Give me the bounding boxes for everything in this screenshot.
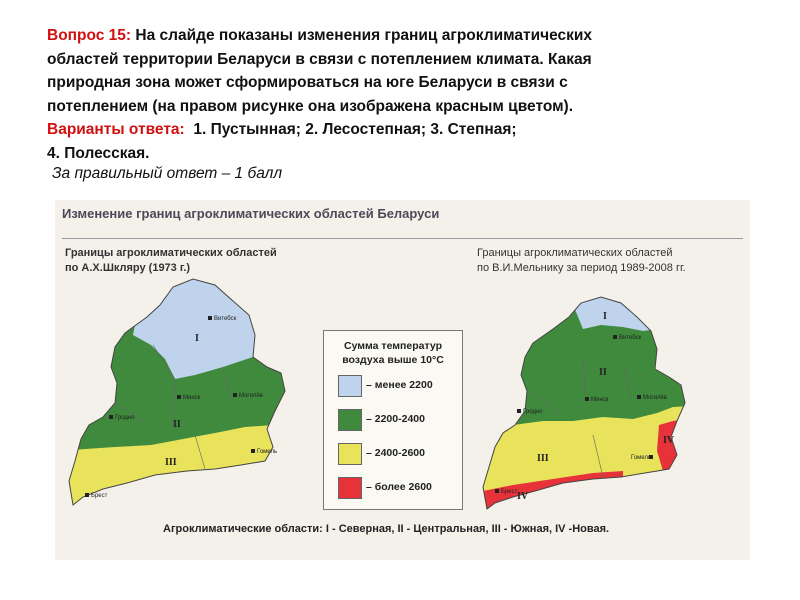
left-city-vitebsk: Витебск bbox=[214, 316, 237, 322]
legend-label: – 2200-2400 bbox=[366, 413, 425, 425]
right-zone-south bbox=[473, 405, 713, 525]
title-divider bbox=[62, 238, 743, 239]
question-line-4: потеплением (на правом рисунке она изображена красным цветом). bbox=[47, 97, 574, 115]
legend-item bbox=[338, 439, 462, 469]
legend-title-line-2: воздуха выше 10°С bbox=[342, 354, 444, 366]
question-line-3: природная зона может сформироваться на юге Беларуси в связи с bbox=[47, 74, 568, 91]
right-city-brest: Брест bbox=[501, 489, 518, 495]
regions-caption: Агроклиматические области: I - Северная, II - Центральная, III - Южная, IV -Новая. bbox=[163, 523, 610, 535]
answers-line-2: 4. Полесская. bbox=[47, 144, 150, 162]
question-label: Вопрос 15: bbox=[47, 27, 132, 44]
right-caption-line-1: Границы агроклиматических областей bbox=[477, 247, 673, 259]
left-city-brest: Брест bbox=[91, 493, 108, 499]
legend-swatch bbox=[338, 443, 362, 465]
right-region-3: III bbox=[537, 453, 549, 464]
question-line-2: областей территории Беларуси в связи с потеплением климата. Какая bbox=[47, 50, 592, 68]
legend-swatch bbox=[338, 375, 362, 397]
right-city-vitebsk: Витебск bbox=[619, 335, 642, 341]
right-caption-line-2: по В.И.Мельнику за период 1989-2008 гг. bbox=[477, 262, 686, 274]
map-legend bbox=[323, 330, 463, 510]
legend-label: – более 2600 bbox=[366, 481, 432, 493]
right-region-1: I bbox=[603, 311, 607, 322]
left-map-caption bbox=[65, 246, 277, 276]
right-map-caption bbox=[477, 246, 686, 276]
left-city-gomel: Гомель bbox=[257, 449, 278, 455]
right-city-minsk: Минск bbox=[591, 397, 609, 403]
question-text bbox=[47, 24, 777, 165]
right-map bbox=[473, 295, 713, 525]
right-zone-new-east bbox=[657, 415, 713, 495]
left-region-2: II bbox=[173, 419, 181, 430]
left-city-mogilev: Могилёв bbox=[239, 393, 263, 399]
legend-item bbox=[338, 473, 462, 503]
legend-swatch bbox=[338, 477, 362, 499]
left-city-grodno: Гродно bbox=[115, 415, 135, 421]
question-line-1: На слайде показаны изменения границ агроклиматических bbox=[135, 27, 593, 44]
legend-label: – менее 2200 bbox=[366, 379, 433, 391]
right-region-4-south: IV bbox=[517, 491, 529, 502]
left-region-3: III bbox=[165, 457, 177, 468]
left-caption-line-1: Границы агроклиматических областей bbox=[65, 247, 277, 259]
legend-item bbox=[338, 405, 462, 435]
map-figure bbox=[55, 200, 750, 560]
legend-swatch bbox=[338, 409, 362, 431]
legend-item bbox=[338, 371, 462, 401]
left-city-minsk: Минск bbox=[183, 395, 201, 401]
right-region-2: II bbox=[599, 367, 607, 378]
figure-title: Изменение границ агроклиматических областей Беларуси bbox=[62, 206, 440, 221]
legend-title bbox=[324, 339, 462, 367]
legend-title-line-1: Сумма температур bbox=[343, 340, 442, 352]
answers-line-1: 1. Пустынная; 2. Лесостепная; 3. Степная; bbox=[193, 121, 517, 138]
legend-label: – 2400-2600 bbox=[366, 447, 425, 459]
right-city-grodno: Гродно bbox=[523, 409, 543, 415]
left-region-1: I bbox=[195, 333, 199, 344]
right-city-gomel: Гомель bbox=[631, 455, 652, 461]
right-region-4: IV bbox=[663, 435, 675, 446]
right-city-mogilev: Могилёв bbox=[643, 395, 667, 401]
left-map bbox=[55, 275, 320, 525]
answers-label: Варианты ответа: bbox=[47, 121, 185, 138]
left-caption-line-2: по А.Х.Шкляру (1973 г.) bbox=[65, 262, 191, 274]
score-note: За правильный ответ – 1 балл bbox=[52, 165, 283, 182]
